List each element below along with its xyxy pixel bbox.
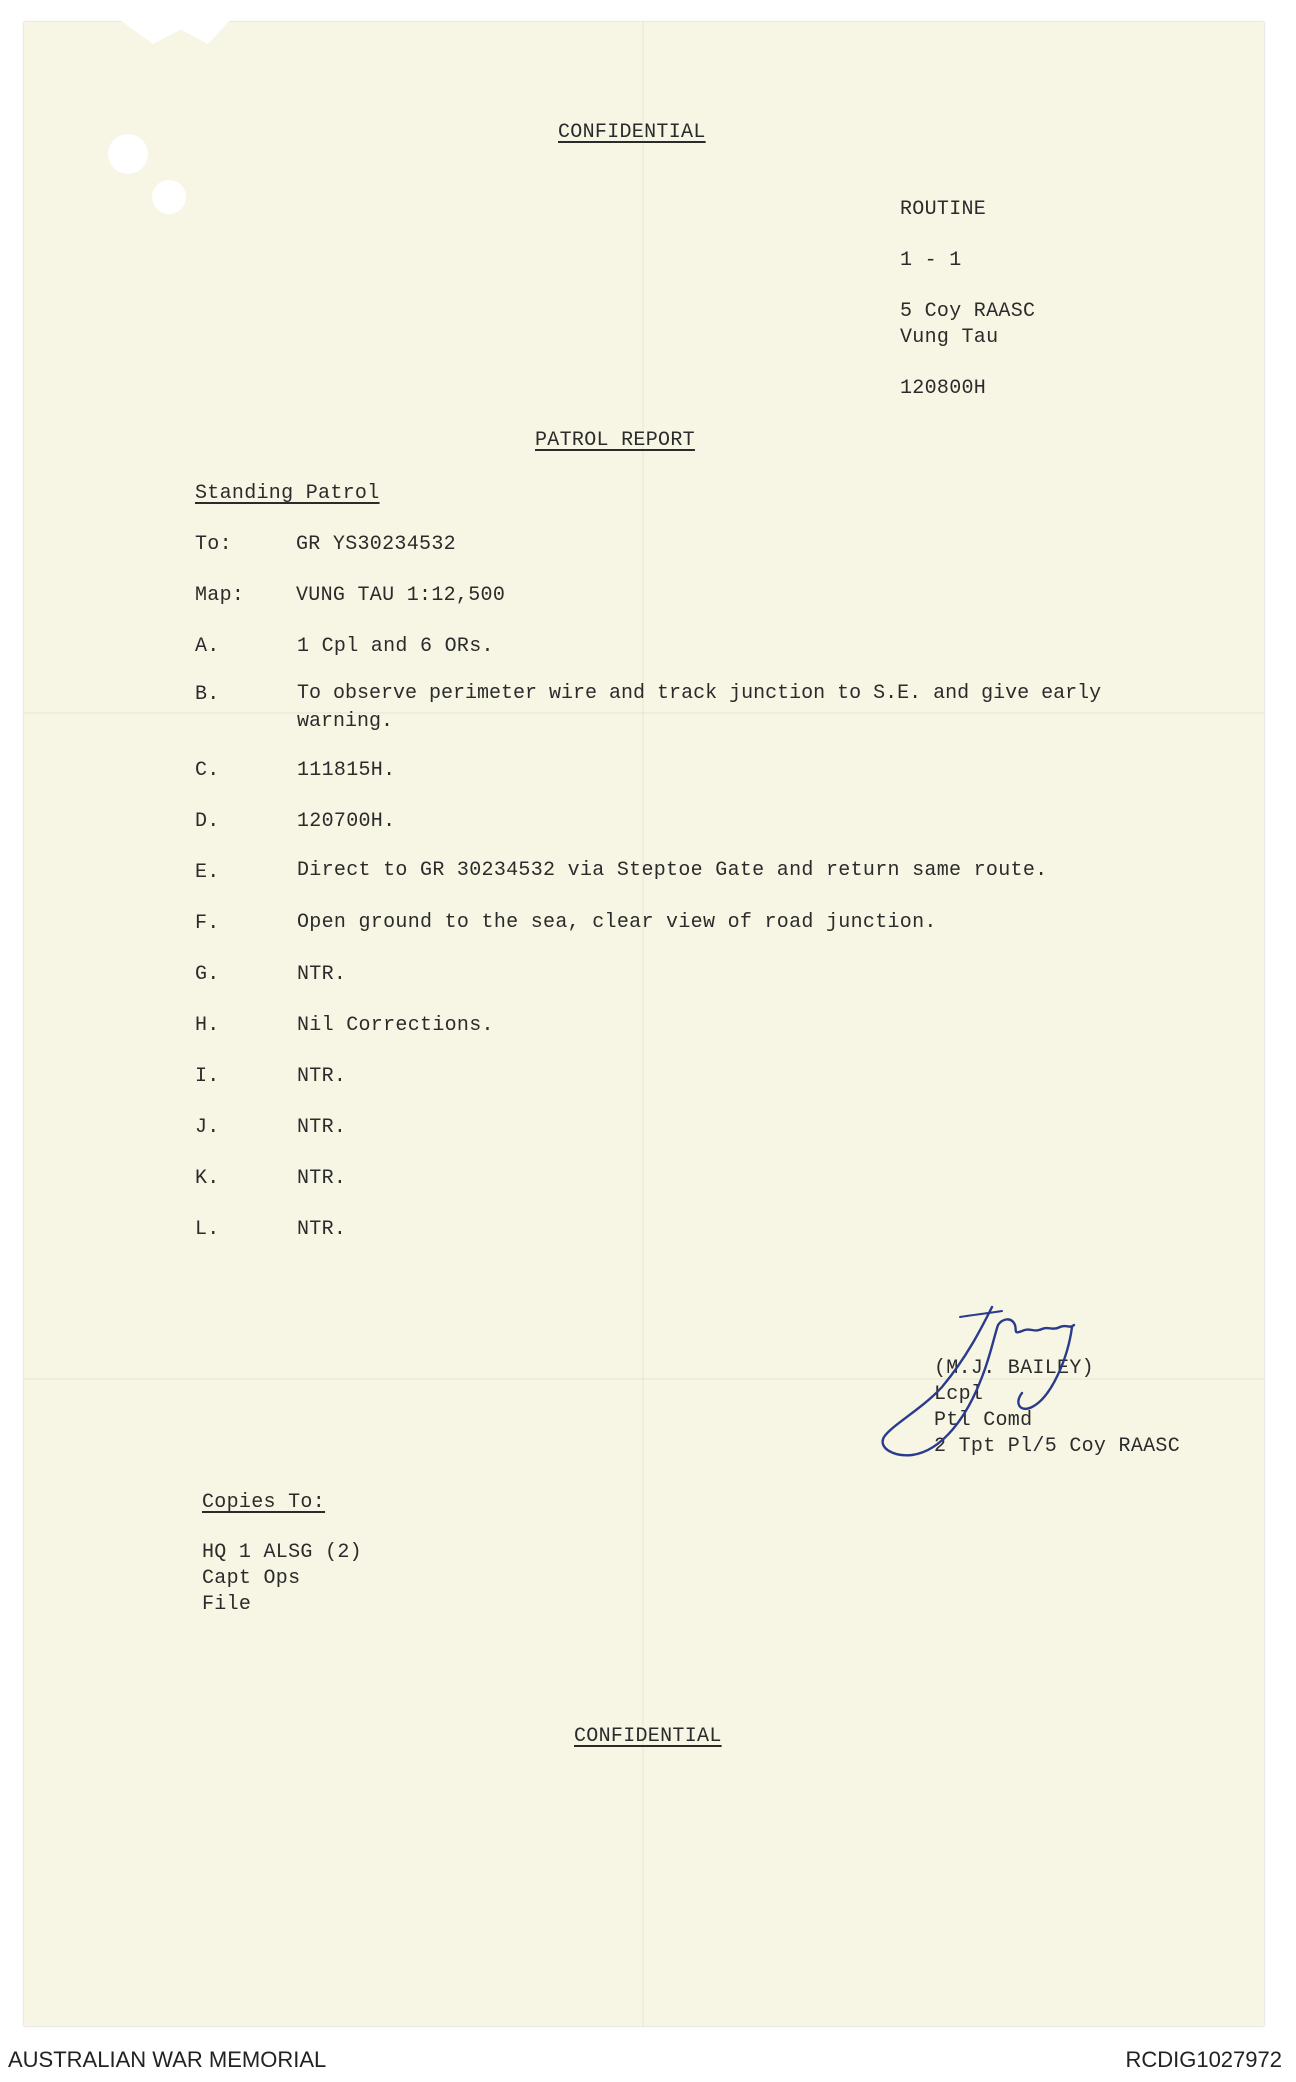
item-value: NTR. (297, 1167, 347, 1190)
item-value: NTR. (297, 1116, 347, 1139)
routine-label: ROUTINE (900, 198, 987, 221)
item-label: D. (195, 810, 220, 833)
signatory-appointment: Ptl Comd (934, 1409, 1033, 1432)
classification-top: CONFIDENTIAL (558, 121, 706, 144)
torn-corner (120, 20, 230, 44)
copy-recipient: HQ 1 ALSG (2) (202, 1541, 362, 1564)
item-label: L. (195, 1218, 220, 1241)
item-label: E. (195, 861, 220, 884)
copy-recipient: Capt Ops (202, 1567, 301, 1590)
signatory-rank: Lcpl (934, 1383, 984, 1406)
item-value: NTR. (297, 963, 347, 986)
item-label: I. (195, 1065, 220, 1088)
map-label: Map: (195, 584, 245, 607)
item-label: J. (195, 1116, 220, 1139)
classification-bottom: CONFIDENTIAL (574, 1725, 722, 1748)
copy-recipient: File (202, 1593, 252, 1616)
date-time-group: 120800H (900, 377, 987, 400)
subtitle: Standing Patrol (195, 482, 380, 505)
signatory-name: (M.J. BAILEY) (934, 1357, 1094, 1380)
item-label: G. (195, 963, 220, 986)
punch-hole-bottom (152, 180, 186, 214)
map-value: VUNG TAU 1:12,500 (296, 584, 506, 607)
footer-left: AUSTRALIAN WAR MEMORIAL (8, 2047, 327, 2072)
document-page (24, 22, 1264, 2026)
item-value: Nil Corrections. (297, 1014, 494, 1037)
copies-heading: Copies To: (202, 1491, 326, 1514)
item-label: A. (195, 635, 220, 658)
unit-line-1: 5 Coy RAASC (900, 300, 1036, 323)
handwritten-signature (872, 1297, 1092, 1467)
item-label: K. (195, 1167, 220, 1190)
item-value: NTR. (297, 1065, 347, 1088)
item-label: H. (195, 1014, 220, 1037)
item-value: 120700H. (297, 810, 396, 833)
item-value: 1 Cpl and 6 ORs. (297, 635, 494, 658)
item-value: To observe perimeter wire and track junction to S.E. and give early warning. (297, 682, 1102, 733)
item-label: F. (195, 912, 220, 935)
serial-number: 1 - 1 (900, 249, 962, 272)
item-label: C. (195, 759, 220, 782)
item-value: NTR. (297, 1218, 347, 1241)
item-value: Direct to GR 30234532 via Steptoe Gate and return same route. (297, 859, 1048, 882)
page-title: PATROL REPORT (535, 429, 695, 452)
signatory-unit: 2 Tpt Pl/5 Coy RAASC (934, 1435, 1181, 1458)
item-value: 111815H. (297, 759, 396, 782)
item-label: B. (195, 683, 220, 706)
footer-right: RCDIG1027972 (1125, 2047, 1282, 2072)
unit-line-2: Vung Tau (900, 326, 999, 349)
punch-hole-top (108, 134, 148, 174)
to-value: GR YS30234532 (296, 533, 456, 556)
to-label: To: (195, 533, 232, 556)
item-value: Open ground to the sea, clear view of road junction. (297, 911, 937, 934)
